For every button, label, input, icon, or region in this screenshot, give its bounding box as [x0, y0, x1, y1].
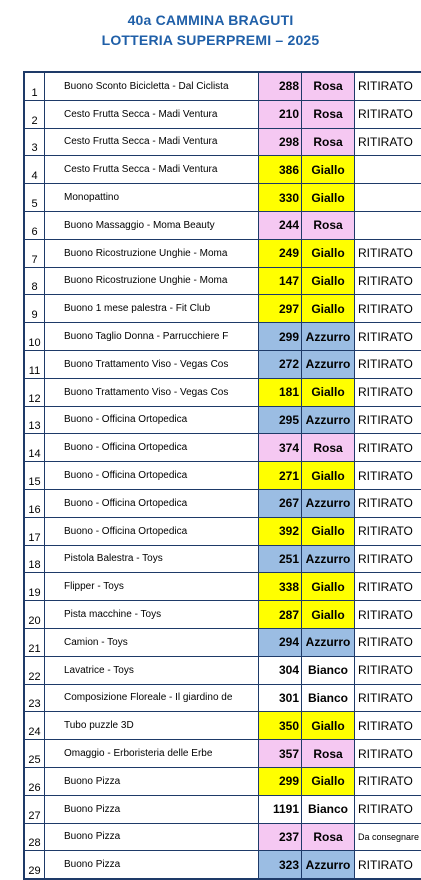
prize-description-cell: [45, 851, 259, 879]
row-number: 9: [24, 295, 45, 323]
row-number: 10: [24, 323, 45, 351]
ticket-color: Azzurro: [302, 628, 355, 656]
row-number: 4: [24, 156, 45, 184]
prize-description-cell: [45, 656, 259, 684]
pickup-status: RITIRATO: [355, 100, 421, 128]
row-number: 13: [24, 406, 45, 434]
prize-description-cell: [45, 601, 259, 629]
prize-description-cell: [45, 184, 259, 212]
prize-description: Buono - Officina Ortopedica: [64, 498, 240, 509]
prize-description: Buono - Officina Ortopedica: [64, 442, 240, 453]
table-row: [24, 267, 421, 295]
prize-description-cell: [45, 323, 259, 351]
table-row: [24, 100, 421, 128]
prize-description: Buono Trattamento Viso - Vegas Cos: [64, 359, 240, 370]
prize-description: Buono - Officina Ortopedica: [64, 414, 240, 425]
prize-description: Buono - Officina Ortopedica: [64, 470, 240, 481]
table-row: [24, 656, 421, 684]
prize-description-cell: [45, 406, 259, 434]
prize-description-cell: [45, 462, 259, 490]
prize-description-cell: [45, 100, 259, 128]
prize-description: Cesto Frutta Secca - Madi Ventura: [64, 109, 240, 120]
ticket-number: 249: [259, 239, 302, 267]
table-row: [24, 406, 421, 434]
ticket-color: Rosa: [302, 72, 355, 100]
row-number: 26: [24, 767, 45, 795]
ticket-color: Rosa: [302, 100, 355, 128]
ticket-number: 237: [259, 823, 302, 851]
ticket-number: 244: [259, 211, 302, 239]
ticket-color: Giallo: [302, 462, 355, 490]
prize-description-cell: [45, 295, 259, 323]
ticket-color: Azzurro: [302, 545, 355, 573]
row-number: 3: [24, 128, 45, 156]
ticket-number: 1191: [259, 795, 302, 823]
prize-description: Buono Pizza: [64, 804, 240, 815]
prize-description: Tubo puzzle 3D: [64, 720, 240, 731]
pickup-status: RITIRATO: [355, 795, 421, 823]
ticket-color: Giallo: [302, 573, 355, 601]
prize-description-cell: [45, 712, 259, 740]
table-row: [24, 184, 421, 212]
pickup-status: RITIRATO: [355, 851, 421, 879]
ticket-number: 210: [259, 100, 302, 128]
row-number: 11: [24, 350, 45, 378]
ticket-color: Giallo: [302, 184, 355, 212]
pickup-status: RITIRATO: [355, 573, 421, 601]
ticket-color: Azzurro: [302, 851, 355, 879]
ticket-color: Giallo: [302, 295, 355, 323]
prize-description-cell: [45, 239, 259, 267]
ticket-number: 330: [259, 184, 302, 212]
ticket-number: 299: [259, 767, 302, 795]
prize-description: Monopattino: [64, 192, 240, 203]
pickup-status: RITIRATO: [355, 601, 421, 629]
prize-description: Composizione Floreale - Il giardino de: [64, 692, 240, 703]
row-number: 18: [24, 545, 45, 573]
table-row: [24, 684, 421, 712]
ticket-number: 288: [259, 72, 302, 100]
row-number: 29: [24, 851, 45, 879]
pickup-status: RITIRATO: [355, 267, 421, 295]
prize-description-cell: [45, 823, 259, 851]
ticket-number: 301: [259, 684, 302, 712]
pickup-status: RITIRATO: [355, 628, 421, 656]
pickup-status: [355, 184, 421, 212]
row-number: 24: [24, 712, 45, 740]
ticket-number: 297: [259, 295, 302, 323]
prize-description: Buono Pizza: [64, 859, 240, 870]
table-row: [24, 795, 421, 823]
ticket-number: 323: [259, 851, 302, 879]
pickup-status: [355, 156, 421, 184]
pickup-status: RITIRATO: [355, 378, 421, 406]
ticket-color: Rosa: [302, 740, 355, 768]
ticket-number: 374: [259, 434, 302, 462]
prize-description: Pistola Balestra - Toys: [64, 553, 240, 564]
table-row: [24, 517, 421, 545]
pickup-status: RITIRATO: [355, 545, 421, 573]
prize-description: Cesto Frutta Secca - Madi Ventura: [64, 164, 240, 175]
row-number: 12: [24, 378, 45, 406]
row-number: 8: [24, 267, 45, 295]
ticket-color: Azzurro: [302, 489, 355, 517]
prize-description-cell: [45, 156, 259, 184]
pickup-status: RITIRATO: [355, 740, 421, 768]
pickup-status: RITIRATO: [355, 239, 421, 267]
prize-table-body: [24, 72, 421, 879]
ticket-color: Giallo: [302, 517, 355, 545]
prize-description-cell: [45, 489, 259, 517]
table-row: [24, 239, 421, 267]
prize-description-cell: [45, 378, 259, 406]
ticket-color: Rosa: [302, 211, 355, 239]
pickup-status: Da consegnare: [355, 823, 421, 851]
pickup-status: RITIRATO: [355, 72, 421, 100]
prize-description-cell: [45, 434, 259, 462]
table-row: [24, 573, 421, 601]
ticket-number: 251: [259, 545, 302, 573]
ticket-color: Giallo: [302, 267, 355, 295]
table-row: [24, 489, 421, 517]
pickup-status: RITIRATO: [355, 295, 421, 323]
pickup-status: RITIRATO: [355, 684, 421, 712]
table-row: [24, 156, 421, 184]
ticket-number: 386: [259, 156, 302, 184]
ticket-number: 147: [259, 267, 302, 295]
row-number: 16: [24, 489, 45, 517]
pickup-status: RITIRATO: [355, 350, 421, 378]
ticket-color: Azzurro: [302, 323, 355, 351]
row-number: 6: [24, 211, 45, 239]
table-row: [24, 434, 421, 462]
pickup-status: [355, 211, 421, 239]
prize-table: [23, 71, 421, 880]
prize-description: Pista macchine - Toys: [64, 609, 240, 620]
row-number: 19: [24, 573, 45, 601]
ticket-color: Giallo: [302, 712, 355, 740]
ticket-number: 338: [259, 573, 302, 601]
prize-description-cell: [45, 545, 259, 573]
ticket-color: Bianco: [302, 795, 355, 823]
ticket-number: 181: [259, 378, 302, 406]
prize-description: Omaggio - Erboristeria delle Erbe: [64, 748, 240, 759]
row-number: 2: [24, 100, 45, 128]
table-row: [24, 378, 421, 406]
row-number: 20: [24, 601, 45, 629]
page-subtitle: LOTTERIA SUPERPREMI – 2025: [0, 32, 421, 48]
pickup-status: RITIRATO: [355, 767, 421, 795]
table-row: [24, 712, 421, 740]
prize-description-cell: [45, 767, 259, 795]
page-title: 40a CAMMINA BRAGUTI: [0, 12, 421, 28]
table-row: [24, 740, 421, 768]
pickup-status: RITIRATO: [355, 489, 421, 517]
ticket-number: 294: [259, 628, 302, 656]
row-number: 28: [24, 823, 45, 851]
prize-description-cell: [45, 211, 259, 239]
prize-description: Buono Sconto Bicicletta - Dal Ciclista: [64, 81, 240, 92]
ticket-color: Giallo: [302, 156, 355, 184]
ticket-color: Rosa: [302, 434, 355, 462]
prize-description-cell: [45, 350, 259, 378]
pickup-status: RITIRATO: [355, 323, 421, 351]
prize-description-cell: [45, 517, 259, 545]
prize-description: Buono Ricostruzione Unghie - Moma: [64, 275, 240, 286]
table-row: [24, 350, 421, 378]
ticket-number: 271: [259, 462, 302, 490]
table-row: [24, 72, 421, 100]
row-number: 5: [24, 184, 45, 212]
prize-description-cell: [45, 740, 259, 768]
prize-description-cell: [45, 72, 259, 100]
row-number: 23: [24, 684, 45, 712]
prize-description: Buono Pizza: [64, 831, 240, 842]
prize-description-cell: [45, 628, 259, 656]
pickup-status: RITIRATO: [355, 656, 421, 684]
pickup-status: RITIRATO: [355, 434, 421, 462]
row-number: 21: [24, 628, 45, 656]
row-number: 27: [24, 795, 45, 823]
table-row: [24, 211, 421, 239]
ticket-color: Azzurro: [302, 350, 355, 378]
ticket-color: Giallo: [302, 378, 355, 406]
ticket-number: 295: [259, 406, 302, 434]
table-row: [24, 767, 421, 795]
ticket-color: Rosa: [302, 128, 355, 156]
table-row: [24, 823, 421, 851]
ticket-color: Bianco: [302, 656, 355, 684]
pickup-status: RITIRATO: [355, 462, 421, 490]
prize-description: Camion - Toys: [64, 637, 240, 648]
row-number: 1: [24, 72, 45, 100]
table-row: [24, 601, 421, 629]
table-row: [24, 462, 421, 490]
prize-description-cell: [45, 573, 259, 601]
ticket-number: 299: [259, 323, 302, 351]
table-row: [24, 128, 421, 156]
ticket-number: 392: [259, 517, 302, 545]
prize-description: Buono - Officina Ortopedica: [64, 526, 240, 537]
prize-description-cell: [45, 795, 259, 823]
table-row: [24, 323, 421, 351]
ticket-color: Giallo: [302, 239, 355, 267]
ticket-color: Bianco: [302, 684, 355, 712]
prize-description: Buono Ricostruzione Unghie - Moma: [64, 248, 240, 259]
pickup-status: RITIRATO: [355, 406, 421, 434]
prize-description-cell: [45, 684, 259, 712]
ticket-number: 350: [259, 712, 302, 740]
table-row: [24, 295, 421, 323]
prize-description-cell: [45, 128, 259, 156]
prize-description: Cesto Frutta Secca - Madi Ventura: [64, 136, 240, 147]
ticket-number: 272: [259, 350, 302, 378]
prize-description: Buono Taglio Donna - Parrucchiere F: [64, 331, 240, 342]
ticket-number: 357: [259, 740, 302, 768]
row-number: 22: [24, 656, 45, 684]
prize-description: Buono Trattamento Viso - Vegas Cos: [64, 387, 240, 398]
row-number: 25: [24, 740, 45, 768]
prize-description: Lavatrice - Toys: [64, 665, 240, 676]
ticket-color: Rosa: [302, 823, 355, 851]
prize-description-cell: [45, 267, 259, 295]
pickup-status: RITIRATO: [355, 712, 421, 740]
ticket-color: Giallo: [302, 601, 355, 629]
table-row: [24, 851, 421, 879]
prize-description: Buono Pizza: [64, 776, 240, 787]
row-number: 7: [24, 239, 45, 267]
prize-description: Buono 1 mese palestra - Fit Club: [64, 303, 240, 314]
pickup-status: RITIRATO: [355, 517, 421, 545]
ticket-number: 287: [259, 601, 302, 629]
ticket-number: 267: [259, 489, 302, 517]
prize-description: Buono Massaggio - Moma Beauty: [64, 220, 240, 231]
row-number: 17: [24, 517, 45, 545]
ticket-number: 304: [259, 656, 302, 684]
ticket-color: Azzurro: [302, 406, 355, 434]
prize-description: Flipper - Toys: [64, 581, 240, 592]
pickup-status: RITIRATO: [355, 128, 421, 156]
ticket-number: 298: [259, 128, 302, 156]
row-number: 15: [24, 462, 45, 490]
row-number: 14: [24, 434, 45, 462]
ticket-color: Giallo: [302, 767, 355, 795]
table-row: [24, 628, 421, 656]
table-row: [24, 545, 421, 573]
